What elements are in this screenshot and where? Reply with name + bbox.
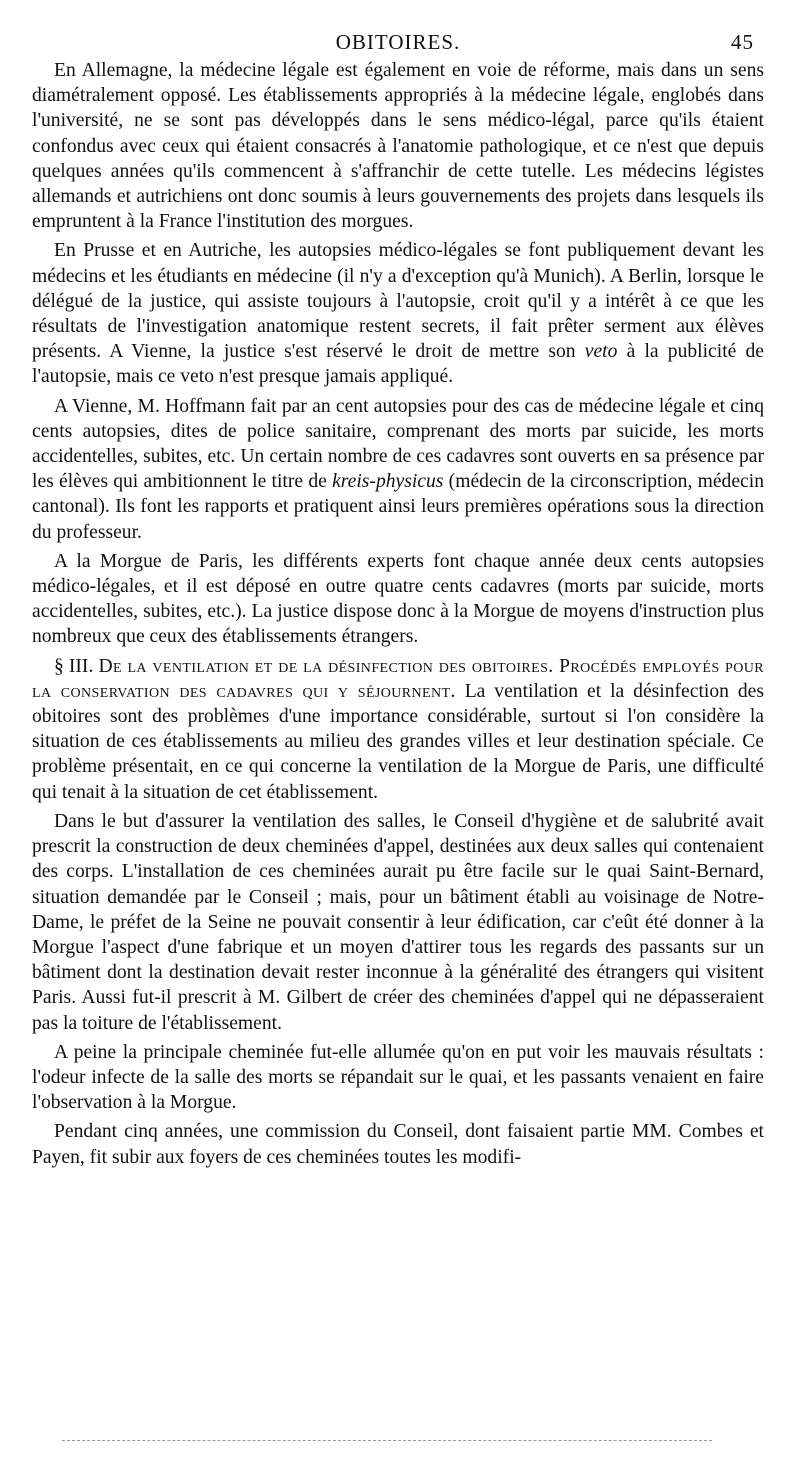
paragraph-text: En Allemagne, la médecine légale est également en voie de réforme, mais dans un sens diamétralement opposé. Les établissements appropriés à la médecine légale, englobés dans l'université, ne se sont pas développés dans le sens médico-légal, parce qu'ils étaient confondus avec ceux qui étaient consacrés à l'anatomie pathologique, et ce n'est que depuis quelques années qu'ils commencent à s'affranchir de cette tutelle. Les médecins légistes allemands et autrichiens ont donc soumis à leurs gouvernements des projets dans lesquels ils empruntent à la France l'institution des morgues. [32, 60, 764, 233]
paragraph [32, 58, 764, 234]
book-page [32, 24, 764, 1174]
paragraph-text: à la publicité de l'autopsie, mais ce veto n'est presque jamais appliqué. [32, 341, 764, 388]
paragraph-text: Pendant cinq années, une commission du Conseil, dont faisaient partie MM. Combes et Payen, fit subir aux foyers de ces cheminées toutes les modifi- [32, 1121, 764, 1168]
paragraph-text: En Prusse et en Autriche, les autopsies médico-légales se font publiquement devant les médecins et les étudiants en médecine (il n'y a d'exception qu'à Munich). A Berlin, lorsque le délégué de la justice, qui assiste toujours à l'autopsie, croit qu'il y a intérêt à ce que les résultats de l'investigation anatomique restent secrets, il fait prêter serment aux élèves présents. A Vienne, la justice s'est réservé le droit de mettre son [32, 240, 764, 363]
italic-term: veto [584, 341, 618, 363]
page-body [32, 58, 764, 1170]
bottom-dashed-rule [62, 1440, 712, 1441]
paragraph [32, 1119, 764, 1169]
running-header [32, 24, 764, 54]
running-title: OBITOIRES. [335, 30, 461, 54]
section-mark: § III. [54, 655, 94, 677]
page-number: 45 [731, 30, 754, 54]
paragraph-text: A peine la principale cheminée fut-elle allumée qu'on en put voir les mauvais résultats : l'odeur infecte de la salle des morts se répandait sur le quai, et les passants venaient en faire l'observation à la Morgue. [32, 1041, 764, 1114]
paragraph-text: Dans le but d'assurer la ventilation des salles, le Conseil d'hygiène et de salubrité avait prescrit la construction de deux cheminées d'appel, destinées aux deux salles qui contenaient des corps. L'installation de ces cheminées aurait pu être facile sur le quai Saint-Bernard, situation demandée par le Conseil ; mais, pour un bâtiment établi au voisinage de Notre-Dame, le préfet de la Seine ne pouvait consentir à leur édification, car c'eût été donner à la Morgue l'aspect d'une fabrique et un moyen d'attirer tous les regards des passants sur un bâtiment dont la destination devait rester inconnue à la généralité des étrangers qui visitent Paris. Aussi fut-il prescrit à M. Gilbert de créer des cheminées d'appel qui ne dépasseraient pas la toiture de l'établissement. [32, 810, 764, 1034]
paragraph [32, 1040, 764, 1116]
paragraph-text: A Vienne, M. Hoffmann fait par an cent autopsies pour des cas de médecine légale et cinq cents autopsies, dites de police sanitaire, comprenant des morts par suicide, les morts accidentelles, subites, etc. Un certain nombre de ces cadavres sont ouverts en sa présence par les élèves qui ambitionnent le titre de [32, 395, 764, 493]
paragraph [32, 809, 764, 1036]
italic-term: kreis-physicus [332, 471, 444, 493]
paragraph-text: La ventilation et la désinfection des obitoires sont des problèmes d'une importance considérable, surtout si l'on considère la situation de ces établissements au milieu des grandes villes et leur destination spéciale. Ce problème présentait, en ce qui concerne la ventilation de la Morgue de Paris, une difficulté qui tenait à la situation de cet établissement. [32, 680, 764, 803]
section-paragraph [32, 654, 764, 805]
paragraph-text: A la Morgue de Paris, les différents experts font chaque année deux cents autopsies médico-légales, et il est déposé en outre quatre cents cadavres (morts par suicide, morts accidentelles, subites, etc.). La justice dispose donc à la Morgue de moyens d'instruction plus nombreux que ceux des établissements étrangers. [32, 550, 764, 648]
paragraph-text: (médecin de la circonscription, médecin cantonal). Ils font les rapports et pratiquent ainsi leurs premières opérations sous la direction du professeur. [32, 471, 764, 543]
paragraph [32, 238, 764, 389]
paragraph [32, 394, 764, 545]
paragraph [32, 549, 764, 650]
section-heading: De la ventilation et de la désinfection des obitoires. Procédés employés pour la conservation des cadavres qui y séjournent. [32, 655, 764, 702]
